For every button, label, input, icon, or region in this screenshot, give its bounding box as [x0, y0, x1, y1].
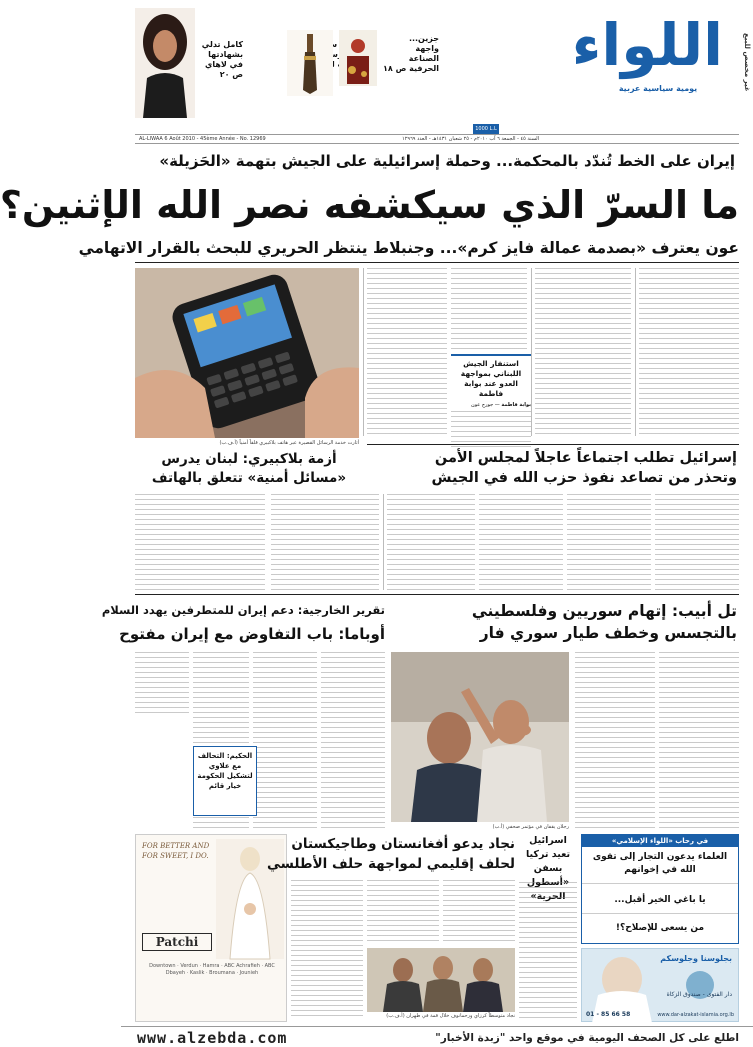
dar-ad-org: دار الفتوى - صندوق الزكاة	[666, 991, 732, 998]
syria-headline-line2[interactable]: بالتجسس وخطف طيار سوري فار	[479, 624, 737, 642]
body-column	[639, 268, 739, 436]
body-column	[271, 494, 379, 590]
footer-promo[interactable]: اطلع على كل الصحف اليومية في موقع واحد "زبدة الأخبار"	[435, 1032, 739, 1044]
column-rule	[363, 268, 364, 436]
dar-ad-slogan: بجلوسنا وجلوسكم	[660, 954, 732, 963]
blackberry-headline[interactable]: أزمة بلاكبيري: لبنان يدرس «مسائل أمنية» تتعلق بالهاتف	[151, 451, 347, 486]
turkey-headline[interactable]: اسرائيل تعيد تركيا بسفن «أسطول الحرية»	[525, 835, 571, 902]
blackberry-caption: أثارت خدمة الرسائل القصيرة عبر هاتف بلاكبيري قلقاً أمنياً (أ.ف.ب)	[219, 440, 359, 446]
body-column	[655, 494, 739, 590]
body-column	[567, 494, 651, 590]
teaser-kamel-photo	[135, 8, 195, 118]
teaser-kamel-text: كامل تدلي بشهادتها في لاهاي ص ٢٠	[201, 40, 243, 79]
hakim-box-text: الحكيم: التحالف مع علاوي لتشكيل الحكومة خيار قائم	[197, 752, 253, 790]
column-rule	[635, 268, 636, 436]
body-column	[135, 494, 265, 590]
masthead-logo: اللواء	[571, 11, 723, 79]
najad-headline-line2[interactable]: لحلف إقليمي لمواجهة حلف الأطلسي	[266, 856, 515, 872]
edition-latin: AL-LIWAA 6 Août 2010 - 45ème Année - No. 12969	[139, 136, 266, 142]
hakim-box[interactable]	[193, 746, 257, 816]
islamic-box-title: في رحاب «اللواء الإسلامي»	[582, 835, 738, 847]
body-column	[291, 880, 363, 1020]
israel-security-line2[interactable]: وتحذر من تصاعد نفوذ حزب الله في الجيش	[431, 470, 737, 486]
islamic-item-2[interactable]: يا باغي الخير أقبل...	[582, 883, 738, 907]
column-rule	[531, 268, 532, 436]
teaser-crafts-text: جزين... واجهة الصناعة الحرفية ص ١٨	[383, 34, 439, 73]
kicker[interactable]: إيران على الخط تُندّد بالمحكمة... وحملة إسرائيلية على الجيش بتهمة «الحَزيلة»	[159, 152, 735, 170]
najad-photo	[367, 948, 515, 1012]
dar-ad-url[interactable]: www.dar-alzakat-islamia.org.lb	[657, 1012, 734, 1018]
islamic-item-1[interactable]: العلماء يدعون التجار إلى تقوى الله في إخوانهم	[592, 852, 728, 875]
syria-caption: رجلان يقفان في مؤتمر صحفي (أ.ب)	[492, 824, 569, 830]
body-column	[135, 652, 189, 716]
patchi-branches: Downtown · Verdun · Hamra · ABC Achrafieh · ABC Dbayeh · Kaslik · Broumana · Jounieh	[149, 963, 275, 976]
syria-headline-line1[interactable]: تل أبيب: إتهام سوريين وفلسطيني	[471, 602, 737, 620]
syria-photo	[391, 652, 569, 822]
teaser-school-photo	[339, 30, 377, 86]
teaser-crafts-photo	[287, 30, 333, 96]
report-headline[interactable]: تقرير الخارجية: دعم إيران للمتطرفين يهدد السلام	[101, 603, 385, 617]
body-column	[387, 494, 475, 590]
teaser-kamel[interactable]	[197, 40, 243, 120]
body-column	[367, 880, 439, 944]
army-box[interactable]	[451, 354, 531, 436]
army-box-author: جورج عون	[471, 402, 494, 408]
patchi-brand: Patchi	[142, 933, 212, 951]
blackberry-photo	[135, 268, 359, 438]
dar-ad-phone: 01 - 85 66 58	[586, 1011, 631, 1018]
body-column	[659, 652, 739, 830]
masthead-subtitle: يومية سياسية عربية	[618, 84, 698, 93]
teaser-crafts[interactable]	[383, 12, 439, 112]
najad-headline-line1[interactable]: نجاد يدعو أفغانستان وطاجيكستان	[291, 836, 515, 852]
body-column	[479, 494, 563, 590]
footer-site[interactable]: www.alzebda.com	[137, 1029, 288, 1047]
footer-bar	[121, 1026, 753, 1047]
sub-headline[interactable]: عون يعترف «بصدمة عمالة فايز كرم»... وجنبلاط ينتظر الحريري للبحث بالقرار الاتهامي	[78, 239, 739, 257]
edition-line	[135, 134, 739, 144]
masthead-tagline: غير مخصص للبيع	[743, 33, 751, 92]
body-column	[443, 880, 515, 944]
body-column	[321, 652, 385, 832]
dar-ad[interactable]	[581, 948, 739, 1022]
main-headline[interactable]: ما السرّ الذي سيكشفه نصر الله الإثنين؟	[0, 183, 739, 227]
body-column	[575, 652, 655, 830]
body-column	[253, 652, 317, 832]
army-box-text	[451, 411, 531, 451]
body-column	[519, 882, 577, 1020]
najad-caption: نجاد متوسطاً كرزاي ورحمانوف خلال قمة في طهران (أ.ف.ب)	[386, 1013, 515, 1019]
patchi-ad[interactable]	[135, 834, 287, 1022]
obama-headline[interactable]: أوباما: باب التفاوض مع إيران مفتوح	[119, 625, 385, 643]
israel-security-line1[interactable]: إسرائيل تطلب اجتماعاً عاجلاً لمجلس الأمن	[434, 450, 737, 466]
price-badge: 1000 L.L	[473, 124, 499, 134]
divider	[135, 594, 739, 595]
islamic-box[interactable]	[581, 834, 739, 944]
divider	[135, 262, 739, 263]
edition-arabic: السنة ٤٥ - الجمعة ٦ آب ٢٠١٠م - ٢٥ شعبان ١٤٣١هـ - العدد ١٢٩٦٩	[402, 136, 539, 142]
body-column	[367, 268, 447, 436]
army-box-byline: بوابة فاطمة — جورج عون	[471, 402, 531, 408]
body-column	[451, 268, 527, 352]
patchi-quote: FOR BETTER AND FOR SWEET, I DO.	[142, 842, 210, 860]
divider	[367, 444, 739, 445]
islamic-item-3[interactable]: من يسعى للإصلاح؟!	[582, 913, 738, 935]
masthead	[121, 0, 753, 140]
army-box-title: استنفار الجيش اللبناني بمواجهة العدو عند بوابة فاطمة	[460, 359, 522, 398]
body-column	[535, 268, 631, 436]
army-box-location: بوابة فاطمة	[501, 402, 531, 408]
column-rule	[383, 494, 384, 590]
